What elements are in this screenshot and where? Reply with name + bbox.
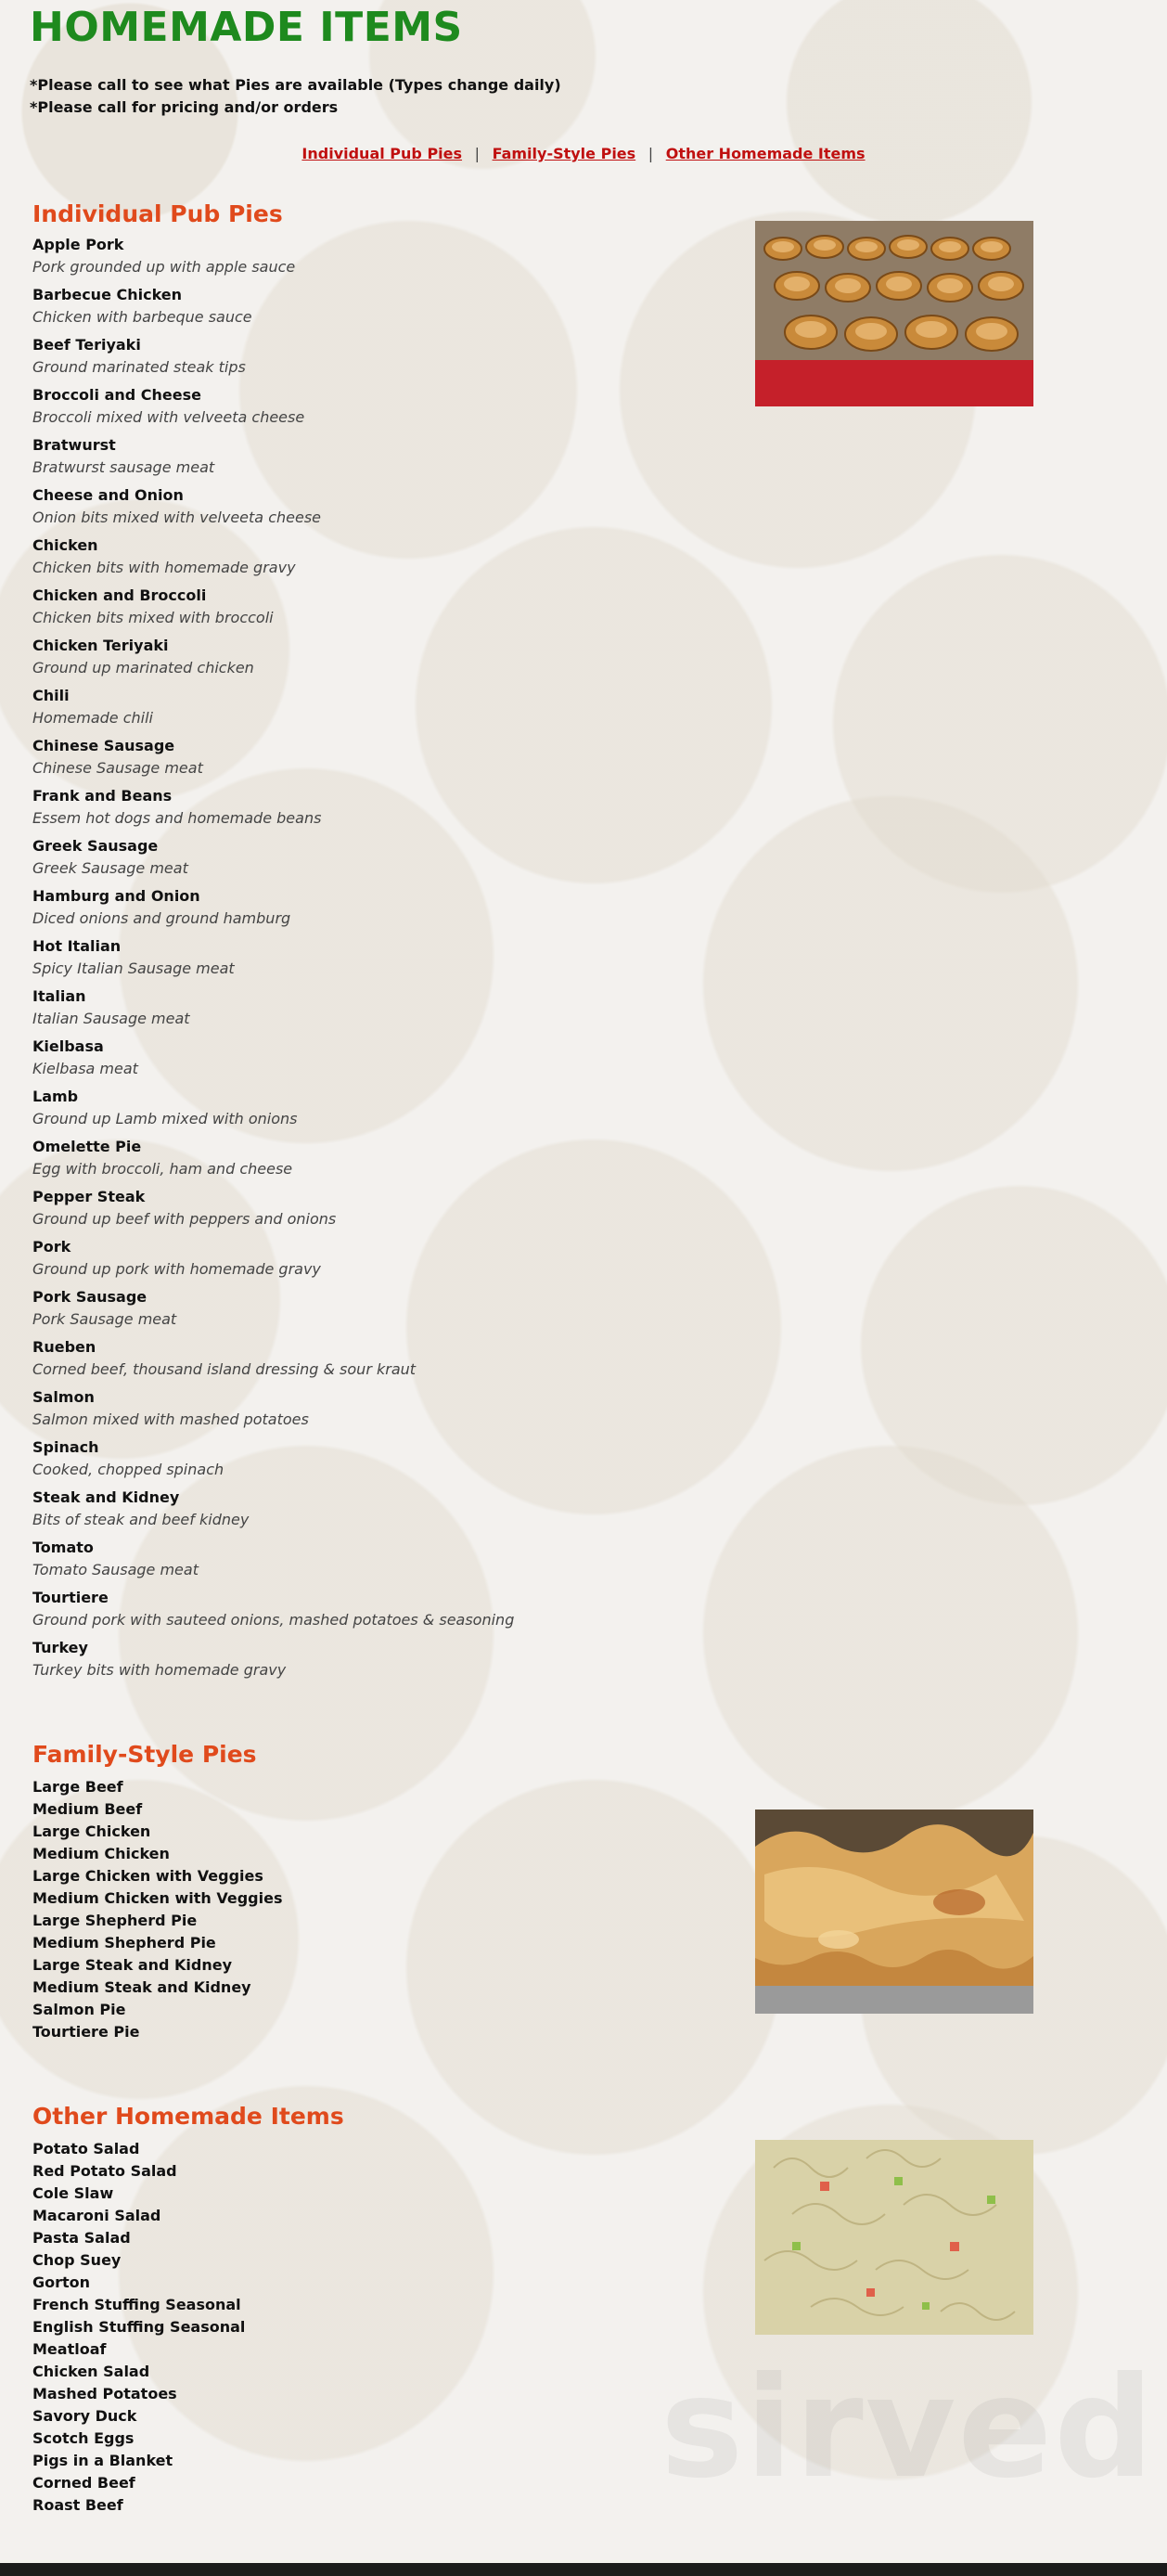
nav-link-pub-pies[interactable]: Individual Pub Pies [301,145,463,162]
list-item [32,384,514,434]
list-item: Cole Slaw [32,2184,114,2202]
list-item: Medium Chicken with Veggies [32,1889,283,1907]
pie-name: Spinach [32,1438,99,1456]
pie-description: Egg with broccoli, ham and cheese [32,1160,293,1178]
list-item [32,1436,514,1487]
note-availability: *Please call to see what Pies are available (Types change daily) [30,76,561,94]
pie-name: Omelette Pie [32,1138,142,1155]
list-item [32,1487,514,1537]
pie-name: Tomato [32,1539,94,1556]
pie-description: Italian Sausage meat [32,1010,190,1027]
pie-name: Rueben [32,1338,96,1356]
pie-name: Apple Pork [32,236,124,253]
list-item [32,334,514,384]
list-item [32,434,514,484]
list-item: Medium Chicken [32,1845,170,1862]
pie-description: Spicy Italian Sausage meat [32,960,235,977]
list-item [32,835,514,885]
list-item: French Stuffing Seasonal [32,2296,241,2313]
list-item [32,1286,514,1336]
list-item: Macaroni Salad [32,2207,161,2224]
pie-name: Salmon [32,1388,95,1406]
pie-name: Greek Sausage [32,837,159,855]
pie-name: Pork [32,1238,71,1256]
list-item [32,535,514,585]
list-item: Roast Beef [32,2496,123,2514]
page-title: HOMEMADE ITEMS [30,4,463,51]
list-item [32,1537,514,1587]
pie-description: Chicken with barbeque sauce [32,308,252,326]
pie-description: Salmon mixed with mashed potatoes [32,1410,309,1428]
pie-description: Turkey bits with homemade gravy [32,1661,287,1679]
list-item: Scotch Eggs [32,2429,135,2447]
pie-description: Tomato Sausage meat [32,1561,199,1578]
pie-description: Bits of steak and beef kidney [32,1511,250,1528]
list-item [32,1637,514,1687]
footer-bar [0,2563,1167,2576]
pie-description: Chicken bits mixed with broccoli [32,609,274,626]
pie-name: Chili [32,687,70,704]
list-item: English Stuffing Seasonal [32,2318,246,2336]
pie-name: Beef Teriyaki [32,336,141,354]
pub-pies-photo [755,221,1033,406]
pie-description: Onion bits mixed with velveeta cheese [32,509,321,526]
list-item: Tourtiere Pie [32,2023,140,2041]
list-item: Pasta Salad [32,2229,131,2247]
section-title-other-items: Other Homemade Items [32,2103,344,2130]
list-item: Medium Beef [32,1800,143,1818]
pie-name: Steak and Kidney [32,1488,180,1506]
section-title-family-pies: Family-Style Pies [32,1741,257,1768]
list-item [32,1136,514,1186]
pie-name: Frank and Beans [32,787,173,805]
pub-pies-list [32,234,514,1687]
pie-name: Cheese and Onion [32,486,184,504]
nav-separator: | [648,145,654,162]
pie-name: Tourtiere [32,1589,109,1606]
pie-description: Pork grounded up with apple sauce [32,258,296,276]
list-item [32,1587,514,1637]
nav-link-family-pies[interactable]: Family-Style Pies [492,145,636,162]
note-pricing: *Please call for pricing and/or orders [30,98,339,116]
watermark-logo: sirved [660,2348,1156,2509]
list-item: Large Steak and Kidney [32,1956,233,1974]
list-item [32,1386,514,1436]
pie-name: Barbecue Chicken [32,286,183,303]
pie-description: Broccoli mixed with velveeta cheese [32,408,305,426]
pie-description: Ground up marinated chicken [32,659,254,676]
list-item [32,1036,514,1086]
pie-name: Kielbasa [32,1037,104,1055]
list-item: Large Beef [32,1778,123,1796]
notes [30,74,561,119]
list-item [32,935,514,985]
nav-link-other-items[interactable]: Other Homemade Items [665,145,866,162]
pie-name: Pepper Steak [32,1188,146,1205]
pie-description: Greek Sausage meat [32,859,188,877]
pie-description: Ground up Lamb mixed with onions [32,1110,298,1127]
pie-name: Pork Sausage [32,1288,147,1306]
pie-description: Ground pork with sauteed onions, mashed potatoes & seasoning [32,1611,515,1629]
list-item: Red Potato Salad [32,2162,177,2180]
pie-name: Chicken [32,536,98,554]
section-title-pub-pies: Individual Pub Pies [32,200,283,227]
pie-description: Chinese Sausage meat [32,759,203,777]
pie-description: Cooked, chopped spinach [32,1461,224,1478]
list-item [32,985,514,1036]
list-item [32,284,514,334]
list-item: Gorton [32,2273,91,2291]
other-items-list [32,2138,245,2517]
pie-description: Bratwurst sausage meat [32,458,215,476]
pie-name: Italian [32,987,86,1005]
pie-description: Diced onions and ground hamburg [32,909,291,927]
list-item: Corned Beef [32,2474,135,2492]
pie-name: Turkey [32,1639,88,1656]
list-item: Large Chicken with Veggies [32,1867,263,1885]
pie-name: Broccoli and Cheese [32,386,201,404]
list-item: Mashed Potatoes [32,2385,177,2402]
list-item: Large Shepherd Pie [32,1912,198,1929]
pie-description: Ground up beef with peppers and onions [32,1210,337,1228]
list-item: Medium Steak and Kidney [32,1978,251,1996]
list-item [32,1086,514,1136]
nav-separator: | [474,145,480,162]
list-item: Large Chicken [32,1823,151,1840]
list-item [32,735,514,785]
pie-name: Hamburg and Onion [32,887,200,905]
pie-description: Essem hot dogs and homemade beans [32,809,322,827]
pie-description: Kielbasa meat [32,1060,138,1077]
list-item [32,234,514,284]
family-pies-photo [755,1810,1033,2014]
list-item [32,1186,514,1236]
family-pies-list [32,1776,282,2043]
pie-description: Corned beef, thousand island dressing & sour kraut [32,1360,417,1378]
list-item: Meatloaf [32,2340,107,2358]
list-item: Chop Suey [32,2251,122,2269]
pie-name: Lamb [32,1088,79,1105]
list-item [32,1336,514,1386]
list-item [32,484,514,535]
pie-name: Chicken Teriyaki [32,637,169,654]
pie-description: Ground marinated steak tips [32,358,246,376]
pie-description: Pork Sausage meat [32,1310,177,1328]
pie-description: Ground up pork with homemade gravy [32,1260,321,1278]
other-items-photo [755,2140,1033,2335]
list-item: Salmon Pie [32,2001,126,2018]
list-item: Medium Shepherd Pie [32,1934,216,1951]
pie-description: Chicken bits with homemade gravy [32,559,296,576]
pie-name: Chinese Sausage [32,737,175,754]
list-item [32,585,514,635]
list-item [32,885,514,935]
list-item: Chicken Salad [32,2363,150,2380]
list-item [32,685,514,735]
list-item: Pigs in a Blanket [32,2452,173,2469]
list-item [32,635,514,685]
list-item: Potato Salad [32,2140,140,2157]
pie-name: Bratwurst [32,436,116,454]
pie-name: Chicken and Broccoli [32,586,207,604]
list-item [32,785,514,835]
pie-description: Homemade chili [32,709,153,727]
section-nav [0,145,1167,162]
pie-name: Hot Italian [32,937,122,955]
list-item: Savory Duck [32,2407,137,2425]
list-item [32,1236,514,1286]
